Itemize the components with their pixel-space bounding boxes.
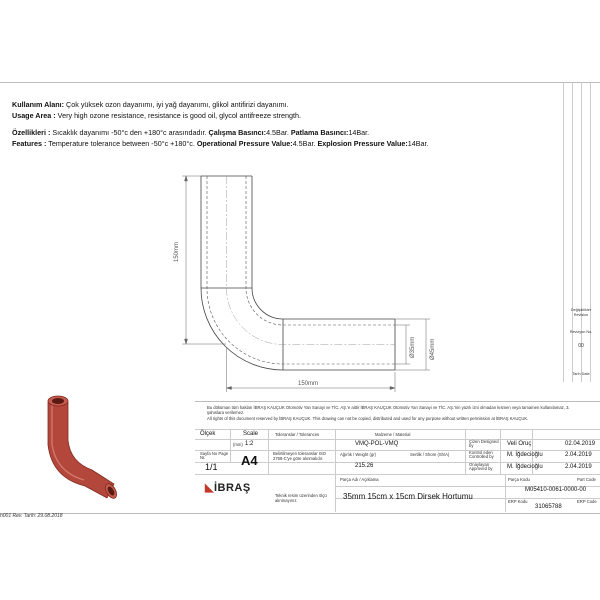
controlled-label: Kontrol eden Controlled by: [469, 450, 494, 460]
date-label: Tarih Date: [572, 372, 590, 376]
tolerance-note: Belirtilmeyen toleranslar ISO 2768-C'ye göre alınmalıdır.: [273, 451, 327, 461]
erp-label-tr: ERP Kodu: [508, 499, 528, 504]
revision-columns: [563, 82, 600, 382]
scale-label-tr: Ölçek: [200, 431, 216, 437]
company-logo: ◣İBRAŞ: [205, 482, 251, 494]
controlled-name: M. İğdecioğlu: [507, 452, 543, 458]
approved-date: 2.04.2019: [565, 464, 592, 470]
title-block: [195, 401, 600, 512]
controlled-date: 2.04.2019: [565, 452, 592, 458]
material-label: Malzeme / Material: [375, 432, 411, 437]
format-value: A4: [241, 453, 258, 468]
part-name: 35mm 15cm x 15cm Dirsek Hortumu: [343, 492, 473, 501]
dim-vertical-label: 150mm: [174, 241, 180, 262]
drawn-label: Çizen Designed by: [469, 439, 499, 449]
dim-outer-diameter-label: Ø45mm: [430, 338, 436, 360]
scale-value: 1:2: [245, 441, 254, 447]
part-code-label: Parça Kodu: [508, 477, 530, 482]
hose-3d-illustration: [48, 396, 119, 500]
dim-horizontal-label: 150mm: [298, 381, 319, 387]
copyright-en: All rights of this document reserved by İBRAŞ KAUÇUK. This drawing can not be copied, distributed and used for any purpose without written permission at İBRAŞ KAUÇUK.: [207, 416, 529, 421]
part-code: M05410-0061-0000-00: [525, 487, 587, 493]
approved-label: Onaylayan Approved by: [469, 462, 493, 472]
drawn-name: Veli Oruç: [507, 441, 532, 447]
outer-wall-path: [201, 176, 395, 370]
page-label: Sayfa No Page Nr.: [200, 451, 229, 461]
copyright-tr: Bu döküman tüm hakları İBRAŞ KAUÇUK Otomotiv Yan Sanayi ve TİC. AŞ.'e aittir İBRAŞ KAUÇUK Otomotiv Yan Sanayi ve TİC. AŞ.'nin yazılı izni olmadan kısmen veya tamamen kullanılamaz, 3. şahıslara verilemez.: [207, 405, 570, 415]
usage-en: Usage Area : Very high ozone resistance, resistance is good oil, glycol antifreeze strength.: [12, 110, 301, 120]
approved-name: M. İğdecioğlu: [507, 464, 543, 470]
hardness-label: Sertlik / Shore (Sh/A): [410, 452, 450, 457]
scale-label-en: Scale: [243, 431, 259, 437]
revision-no: 00: [578, 343, 584, 349]
form-footer: h001 Rev. Tarih: 29.08.2018: [0, 513, 63, 519]
part-code-label-en: Part Code: [577, 477, 596, 482]
note-text: Teknik resim üzerinden ölçü alınmayınız.: [275, 493, 327, 503]
features-en: Features : Temperature tolerance between -50°c +180°c. Operational Pressure Value:4.5Bar. Explosion Pressure Value:14Bar.: [12, 138, 429, 148]
revision-label: Değişiklikler Revision: [570, 308, 592, 317]
erp-label-en: ERP Code: [577, 499, 597, 504]
tolerance-label: Toleranslar / Tolerances: [275, 432, 320, 437]
erp-code: 31065788: [535, 504, 562, 510]
material-value: VMQ-POL-VMQ: [355, 441, 399, 447]
features-tr: Özellikleri : Sıcaklık dayanımı -50°c den +180°c arasındadır. Çalışma Basıncı:4.5Bar. Patlama Basıncı:14Bar.: [12, 128, 370, 137]
scale-unit: (mm): [233, 442, 243, 447]
revision-no-label: Revizyon No.: [569, 330, 593, 334]
weight-value: 215.26: [355, 463, 374, 469]
part-name-label: Parça Adı / Açıklama: [340, 477, 379, 482]
dim-inner-diameter-label: Ø35mm: [410, 336, 416, 358]
usage-tr: Kullanım Alanı: Çok yüksek ozon dayanımı, iyi yağ dayanımı, glikol antifirizi dayanımı.: [12, 100, 289, 109]
page-value: 1/1: [205, 462, 218, 472]
inner-wall-path: [252, 176, 395, 319]
drawn-date: 02.04.2019: [565, 441, 596, 447]
weight-label: Ağırlık / Weight (gr): [340, 452, 376, 457]
